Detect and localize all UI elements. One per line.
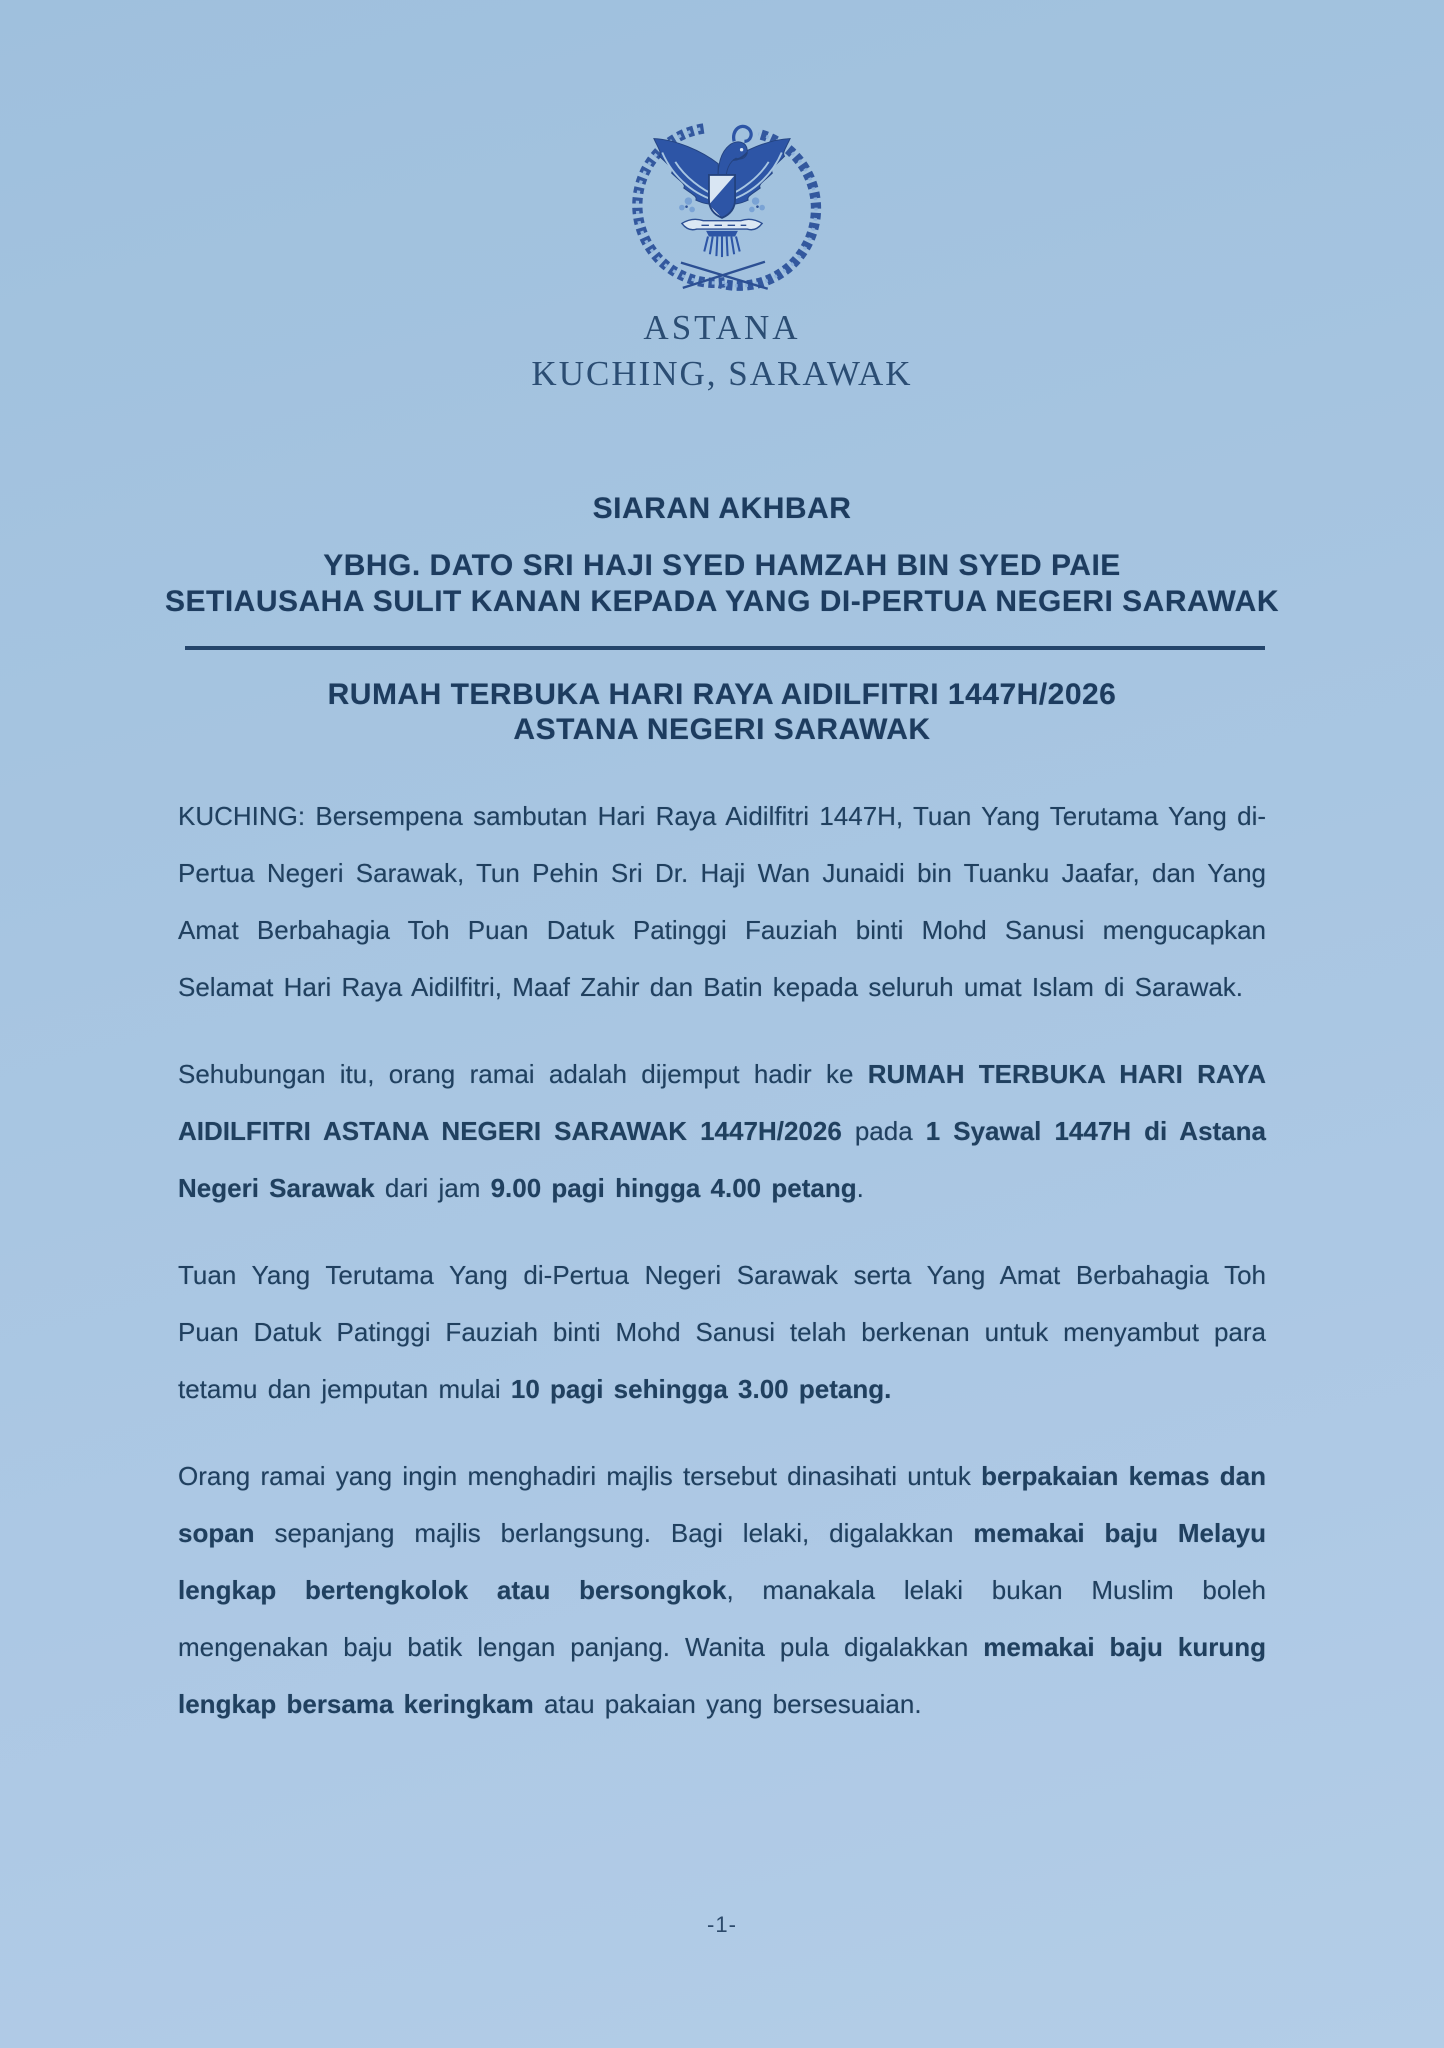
text-segment: Orang ramai yang ingin menghadiri majlis tersebut dinasihati untuk	[178, 1461, 982, 1491]
bold-text-segment: RUMAH TERBUKA HARI RAYA AIDILFITRI ASTANA NEGERI SARAWAK 1447H/2026	[178, 1059, 1266, 1146]
text-segment: .	[856, 1173, 864, 1203]
bold-text-segment: memakai baju kurung lengkap bersama keringkam	[178, 1632, 1266, 1719]
horizontal-rule	[185, 646, 1265, 650]
body-paragraph	[178, 1046, 1266, 1217]
issuer-title-heading: SETIAUSAHA SULIT KANAN KEPADA YANG DI-PERTUA NEGERI SARAWAK	[164, 585, 1280, 618]
bold-text-segment: 9.00 pagi hingga 4.00 petang	[490, 1173, 857, 1203]
bold-text-segment: berpakaian kemas dan sopan	[178, 1461, 1266, 1548]
text-segment: sepanjang majlis berlangsung. Bagi lelaki, digalakkan	[254, 1518, 974, 1548]
letterhead-org-name: ASTANA	[643, 308, 801, 347]
bold-text-segment: 1 Syawal 1447H di Astana Negeri Sarawak	[178, 1116, 1266, 1203]
sarawak-state-crest-icon	[619, 104, 825, 300]
body-paragraph	[178, 1448, 1266, 1733]
text-segment: KUCHING: Bersempena sambutan Hari Raya Aidilfitri 1447H, Tuan Yang Terutama Yang di-Pertua Negeri Sarawak, Tun Pehin Sri Dr. Haji Wan Junaidi bin Tuanku Jaafar, dan Yang Amat Berbahagia Toh Puan Datuk Patinggi Fauziah binti Mohd Sanusi mengucapkan Selamat Hari Raya Aidilfitri, Maaf Zahir dan Batin kepada seluruh umat Islam di Sarawak.	[178, 801, 1266, 1002]
text-segment: pada	[841, 1116, 926, 1146]
text-segment: atau pakaian yang bersesuaian.	[533, 1689, 922, 1719]
subject-heading-line2: ASTANA NEGERI SARAWAK	[513, 713, 931, 746]
body-paragraph	[178, 788, 1266, 1016]
page-number: -1-	[707, 1912, 737, 1937]
text-segment: , manakala lelaki bukan Muslim boleh mengenakan baju batik lengan panjang. Wanita pula digalakkan	[178, 1575, 1266, 1662]
letterhead-org-location: KUCHING, SARAWAK	[531, 354, 913, 393]
body-paragraphs	[178, 788, 1266, 1763]
bold-text-segment: memakai baju Melayu lengkap bertengkolok atau bersongkok	[178, 1518, 1266, 1605]
subject-heading-line1: RUMAH TERBUKA HARI RAYA AIDILFITRI 1447H/2026	[327, 678, 1117, 711]
text-segment: Sehubungan itu, orang ramai adalah dijemput hadir ke	[178, 1059, 868, 1089]
bold-text-segment: 10 pagi sehingga 3.00 petang.	[510, 1374, 892, 1404]
text-segment: dari jam	[374, 1173, 491, 1203]
text-segment: Tuan Yang Terutama Yang di-Pertua Negeri Sarawak serta Yang Amat Berbahagia Toh Puan Datuk Patinggi Fauziah binti Mohd Sanusi telah berkenan untuk menyambut para tetamu dan jemputan mulai	[178, 1260, 1266, 1404]
release-type-heading: SIARAN AKHBAR	[592, 492, 852, 525]
issuer-name-heading: YBHG. DATO SRI HAJI SYED HAMZAH BIN SYED PAIE	[323, 549, 1121, 582]
body-paragraph	[178, 1247, 1266, 1418]
